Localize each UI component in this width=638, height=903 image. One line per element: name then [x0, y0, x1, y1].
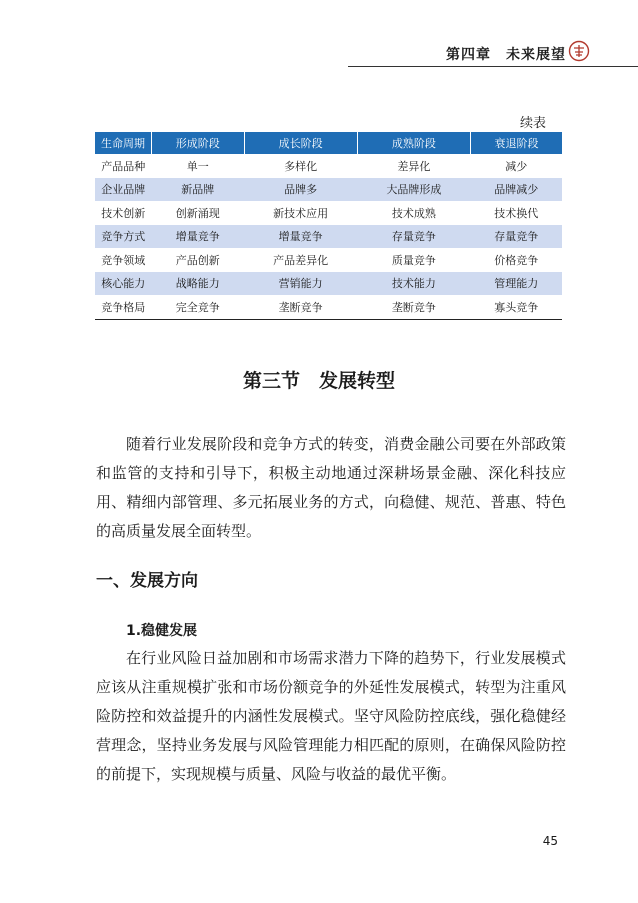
column-header: 生命周期: [95, 132, 152, 154]
table-cell: 管理能力: [470, 272, 562, 296]
table-cell: 完全竞争: [152, 295, 245, 319]
table-cell: 营销能力: [244, 272, 357, 296]
row-label: 核心能力: [95, 272, 152, 296]
table-cell: 价格竞争: [494, 253, 539, 267]
table-cell: 单一: [186, 159, 209, 173]
table-cell: 寡头竞争: [470, 295, 562, 319]
lifecycle-table: [95, 132, 562, 320]
row-label: 竞争方式: [95, 225, 152, 249]
column-header: 成熟阶段: [357, 132, 470, 154]
table-row: [95, 248, 562, 272]
table-caption: 续表: [519, 116, 546, 131]
table-cell: 存量竞争: [470, 225, 562, 249]
table-cell: 战略能力: [152, 272, 245, 296]
table-row: [95, 295, 562, 319]
table-row: [95, 272, 562, 296]
intro-paragraph: 随着行业发展阶段和竞争方式的转变，消费金融公司要在外部政策和监管的支持和引导下，积极主动地通过深耕场景金融、深化科技应用、精细内部管理、多元拓展业务的方式，向稳健、规范、普惠、特色的高质量发展全面转型。: [96, 435, 566, 540]
table-row: [95, 201, 562, 225]
table-header-row: [95, 132, 562, 154]
table-cell: 多样化: [284, 159, 318, 173]
page-number: 45: [542, 834, 558, 848]
table-row: [95, 178, 562, 202]
table-cell: 新品牌: [152, 178, 245, 202]
table-cell: 存量竞争: [357, 225, 470, 249]
table-cell: 品牌多: [244, 178, 357, 202]
table-cell: 差异化: [397, 159, 431, 173]
table-cell: 技术能力: [357, 272, 470, 296]
column-header: 衰退阶段: [470, 132, 562, 154]
body-paragraph: 在行业风险日益加剧和市场需求潜力下降的趋势下，行业发展模式应该从注重规模扩张和市场份额竞争的外延性发展模式，转型为注重风险防控和效益提升的内涵性发展模式。坚守风险防控底线，强化稳健经营理念，坚持业务发展与风险管理能力相匹配的原则，在确保风险防控的前提下，实现规模与质量、风险与收益的最优平衡。: [96, 649, 566, 783]
table-row: [95, 225, 562, 249]
row-label: 竞争格局: [95, 295, 152, 319]
table-cell: 减少: [505, 159, 528, 173]
table-cell: 垄断竞争: [244, 295, 357, 319]
table-cell: 垄断竞争: [357, 295, 470, 319]
table-cell: 技术换代: [494, 206, 539, 220]
table-cell: 新技术应用: [273, 206, 329, 220]
row-label: 企业品牌: [95, 178, 152, 202]
table-cell: 产品创新: [175, 253, 220, 267]
subsection-heading: 一、发展方向: [96, 571, 198, 591]
row-label: 产品品种: [101, 159, 146, 173]
table-cell: 质量竞争: [391, 253, 436, 267]
section-title: 第三节 发展转型: [242, 370, 395, 392]
row-label: 技术创新: [101, 206, 146, 220]
seal-logo-icon: [568, 40, 590, 62]
table-row: [95, 154, 562, 178]
table-cell: 大品牌形成: [357, 178, 470, 202]
table-cell: 产品差异化: [273, 253, 329, 267]
sub-subsection-heading: 1.稳健发展: [126, 623, 198, 639]
table-cell: 技术成熟: [391, 206, 436, 220]
row-label: 竞争领域: [101, 253, 146, 267]
table-cell: 增量竞争: [152, 225, 245, 249]
header-rule: [348, 66, 638, 67]
table-cell: 品牌减少: [470, 178, 562, 202]
table-cell: 增量竞争: [244, 225, 357, 249]
table-cell: 创新涌现: [175, 206, 220, 220]
column-header: 形成阶段: [152, 132, 245, 154]
column-header: 成长阶段: [244, 132, 357, 154]
chapter-header-title: 第四章 未来展望: [446, 47, 566, 63]
